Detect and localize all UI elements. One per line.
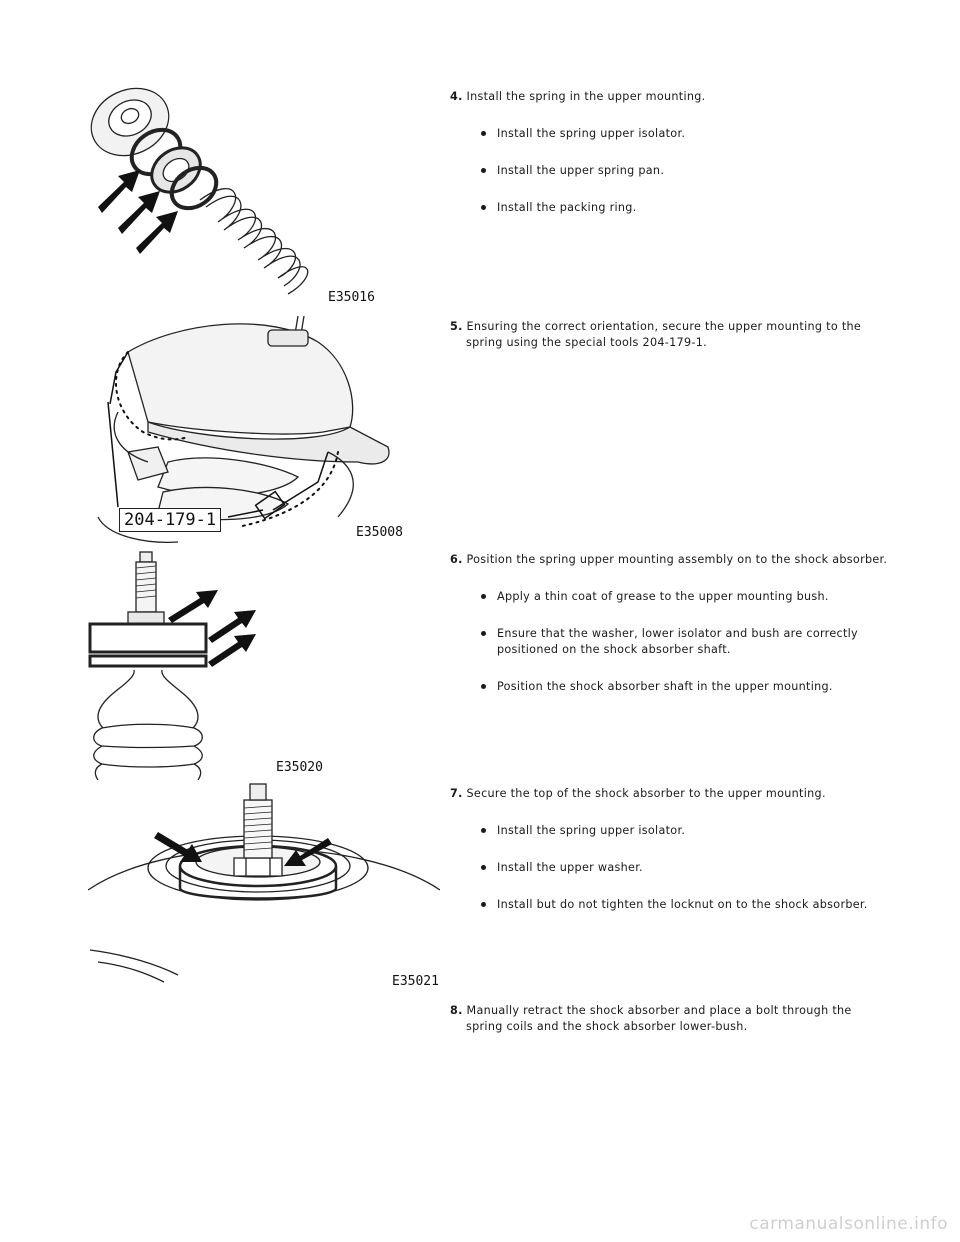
bullet-text: Apply a thin coat of grease to the upper mounting bush. xyxy=(497,590,829,603)
figure-e35020 xyxy=(88,548,440,780)
bullet-text: Install the spring upper isolator. xyxy=(497,824,686,837)
step-number: 7. xyxy=(450,787,463,800)
figure-id-label: E35016 xyxy=(328,290,375,305)
watermark-link[interactable]: carmanualsonline.info xyxy=(749,1214,948,1234)
figure-e35008 xyxy=(88,312,440,544)
list-item xyxy=(450,823,890,839)
figure-id-label: E35021 xyxy=(392,974,439,989)
list-item xyxy=(450,126,890,142)
bullet-list xyxy=(450,126,890,216)
step-8 xyxy=(450,1003,890,1035)
bullet-icon xyxy=(481,828,486,833)
bullet-icon xyxy=(481,594,486,599)
list-item xyxy=(450,589,890,605)
spring-upper-mounting-exploded-illustration xyxy=(88,72,440,312)
figure-id-label: E35020 xyxy=(276,760,323,775)
list-item xyxy=(450,200,890,216)
bullet-icon xyxy=(481,205,486,210)
bullet-icon xyxy=(481,168,486,173)
bullet-icon xyxy=(481,902,486,907)
list-item xyxy=(450,860,890,876)
step-text: Position the spring upper mounting assembly on to the shock absorber. xyxy=(466,553,888,566)
bullet-icon xyxy=(481,865,486,870)
bullet-list xyxy=(450,589,890,695)
bullet-text: Position the shock absorber shaft in the upper mounting. xyxy=(497,680,833,693)
bullet-list xyxy=(450,823,890,913)
list-item xyxy=(450,897,890,913)
step-text: Install the spring in the upper mounting. xyxy=(466,90,706,103)
step-number: 6. xyxy=(450,553,463,566)
bullet-text: Install the packing ring. xyxy=(497,201,637,214)
step-6 xyxy=(450,552,890,695)
step-number: 8. xyxy=(450,1004,463,1017)
figure-id-label: E35008 xyxy=(356,525,403,540)
step-4 xyxy=(450,89,890,216)
step-7 xyxy=(450,786,890,913)
bullet-text: Install but do not tighten the locknut on to the shock absorber. xyxy=(497,898,868,911)
bullet-text: Ensure that the washer, lower isolator and bush are correctly positioned on the shock absorber shaft. xyxy=(497,627,858,656)
list-item xyxy=(450,626,890,658)
bullet-text: Install the upper washer. xyxy=(497,861,643,874)
bullet-icon xyxy=(481,684,486,689)
step-text: Manually retract the shock absorber and place a bolt through the spring coils and the shock absorber lower-bush. xyxy=(466,1004,852,1033)
tool-callout-label: 204-179-1 xyxy=(119,508,221,532)
list-item xyxy=(450,679,890,695)
step-5 xyxy=(450,319,890,351)
shock-absorber-upper-mounting-illustration xyxy=(88,548,440,780)
bullet-text: Install the spring upper isolator. xyxy=(497,127,686,140)
bullet-icon xyxy=(481,131,486,136)
step-text: Secure the top of the shock absorber to the upper mounting. xyxy=(466,787,826,800)
step-text: Ensuring the correct orientation, secure the upper mounting to the spring using the special tools 204-179-1. xyxy=(466,320,862,349)
bullet-icon xyxy=(481,631,486,636)
step-number: 5. xyxy=(450,320,463,333)
figure-e35021 xyxy=(88,780,440,994)
locknut-installation-illustration xyxy=(88,780,440,994)
bullet-text: Install the upper spring pan. xyxy=(497,164,665,177)
figure-e35016 xyxy=(88,72,440,312)
step-number: 4. xyxy=(450,90,463,103)
list-item xyxy=(450,163,890,179)
